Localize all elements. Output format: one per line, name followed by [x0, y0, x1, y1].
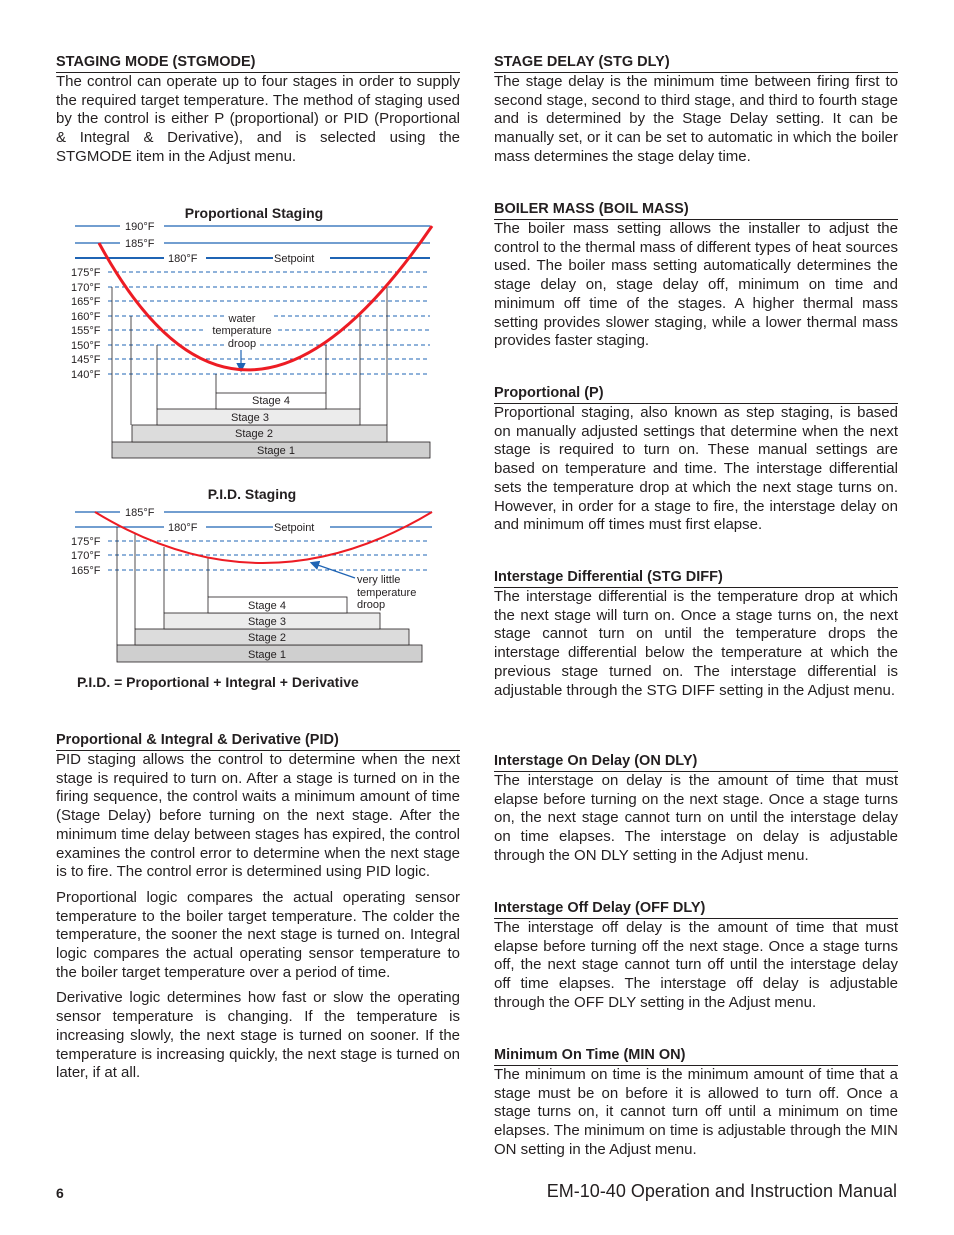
temp-label: 180°F [168, 522, 198, 534]
stage-label: Stage 3 [231, 412, 269, 424]
stage-label: Stage 2 [235, 428, 273, 440]
stage-label: Stage 1 [248, 649, 286, 661]
section-pid [56, 731, 460, 1083]
temp-label: 175°F [71, 267, 101, 279]
section-heading: Interstage Off Delay (OFF DLY) [494, 899, 898, 919]
proportional-staging-diagram [71, 205, 432, 458]
section-body: The interstage on delay is the amount of time that must elapse before turning on the next stage. Once a stage turns on, the next stage cannot turn on until the interstage delay on time elapses. The interstage on delay is adjustable through the ON DLY setting in the Adjust menu. [494, 772, 898, 864]
temp-label: 140°F [71, 369, 101, 381]
section-interstage-on-delay [494, 752, 898, 866]
paragraph: PID staging allows the control to determine when the next stage is required to turn on. After a stage is turned on in the firing sequence, the control waits a minimum amount of time (Stage Delay) before turning on the next stage. After the minimum time delay between stages has expired, the control examines the control error to determine when the next stage is to fire. The control error is determined using PID logic. [56, 751, 460, 881]
section-heading: BOILER MASS (BOIL MASS) [494, 200, 898, 220]
temp-label: 180°F [168, 253, 198, 265]
temp-label: 165°F [71, 296, 101, 308]
section-heading: STAGE DELAY (STG DLY) [494, 53, 898, 73]
temp-label: 170°F [71, 550, 101, 562]
section-minimum-on-time [494, 1046, 898, 1160]
temp-label: 185°F [125, 238, 155, 250]
section-interstage-off-delay [494, 899, 898, 1013]
paragraph: Proportional logic compares the actual operating sensor temperature to the boiler target temperature. The colder the temperature, the sooner the next stage is turned on. Integral logic compares the actual operating sensor temperature to the boiler target temperature over a period of time. [56, 888, 460, 981]
temp-label: 185°F [125, 507, 155, 519]
setpoint-label: Setpoint [274, 522, 315, 534]
section-heading: STAGING MODE (STGMODE) [56, 53, 460, 73]
stage-label: Stage 4 [248, 600, 286, 612]
temp-label: 155°F [71, 325, 101, 337]
section-body: The stage delay is the minimum time between firing first to second stage, second to third stage, and third to fourth stage and is determined by the Stage Delay setting. It can be manually set, or it can be set to automatic in which the boiler mass determines the stage delay time. [494, 73, 898, 165]
section-body: The control can operate up to four stages in order to supply the required target temperature. The method of staging used by the control is either P (proportional) or PID (Proportional & Integral & Derivative), and is selected using the STGMODE item in the Adjust menu. [56, 73, 460, 165]
temp-label: 160°F [71, 311, 101, 323]
droop-label: droop [227, 338, 257, 350]
diagram-title: Proportional Staging [184, 205, 324, 221]
section-body: The minimum on time is the minimum amount of time that a stage must be on before it is allowed to turn off. Once a stage turns on, it cannot turn off until a minimum on time elapses. The minimum on time is adjustable through the MIN ON setting in the Adjust menu. [494, 1066, 898, 1158]
stage-label: Stage 3 [248, 616, 286, 628]
manual-title: EM-10-40 Operation and Instruction Manual [546, 1181, 897, 1201]
temp-label: 170°F [71, 282, 101, 294]
paragraph: Derivative logic determines how fast or slow the operating sensor temperature is changing. If the temperature is increasing slowly, the next stage is turned on sooner. If the temperature is increasing quickly, the next stage is turned on later, if at all. [56, 989, 460, 1082]
stage-label: Stage 2 [248, 632, 286, 644]
page-number: 6 [56, 1185, 64, 1201]
section-body: The interstage differential is the temperature drop at which the next stage will turn on. Once a stage turns on, the next stage cannot turn on until the temperature drops the interstage differential below the temperature at which the previous stage turned on. The interstage differential is adjustable through the STG DIFF setting in the Adjust menu. [494, 588, 898, 699]
diagram-title: P.I.D. Staging [207, 486, 297, 502]
section-body: The boiler mass setting allows the installer to adjust the control to the thermal mass of different types of heat sources used. The boiler mass setting automatically determines the stage delay on, stage delay off, minimum on time and minimum off time of the stages. A higher thermal mass setting provides slower staging, while a lower thermal mass provides faster staging. [494, 220, 898, 350]
pid-caption: P.I.D. = Proportional + Integral + Derivative [77, 674, 359, 690]
note-label: temperature [357, 587, 417, 599]
section-body: The interstage off delay is the amount of time that must elapse before turning off the next stage. Once a stage turns off, the next stage cannot turn off until the interstage delay off time elapses. The interstage off delay is adjustable through the OFF DLY setting in the Adjust menu. [494, 919, 898, 1011]
temp-label: 145°F [71, 354, 101, 366]
temp-label: 175°F [71, 536, 101, 548]
setpoint-label: Setpoint [274, 253, 315, 265]
droop-label: water [228, 313, 256, 325]
note-label: very little [357, 574, 401, 586]
section-body: Proportional staging, also known as step staging, is based on manually adjusted settings that determine when the next stage is required to turn on. These manual settings are based on temperature and time. The interstage differential sets the temperature drop at which the next stage turns on. However, in order for a stage to fire, the interstage delay on and minimum off times must first elapse. [494, 404, 898, 534]
stage-label: Stage 4 [252, 395, 290, 407]
section-heading: Interstage On Delay (ON DLY) [494, 752, 898, 772]
note-label: droop [357, 599, 386, 611]
stage-label: Stage 1 [257, 445, 295, 457]
temp-label: 165°F [71, 565, 101, 577]
pid-staging-diagram [71, 486, 432, 690]
section-heading: Proportional & Integral & Derivative (PID) [56, 731, 460, 751]
section-heading: Proportional (P) [494, 384, 898, 404]
section-heading: Interstage Differential (STG DIFF) [494, 568, 898, 588]
temp-label: 150°F [71, 340, 101, 352]
section-heading: Minimum On Time (MIN ON) [494, 1046, 898, 1066]
droop-label: temperature [212, 325, 272, 337]
temp-label: 190°F [125, 221, 155, 233]
